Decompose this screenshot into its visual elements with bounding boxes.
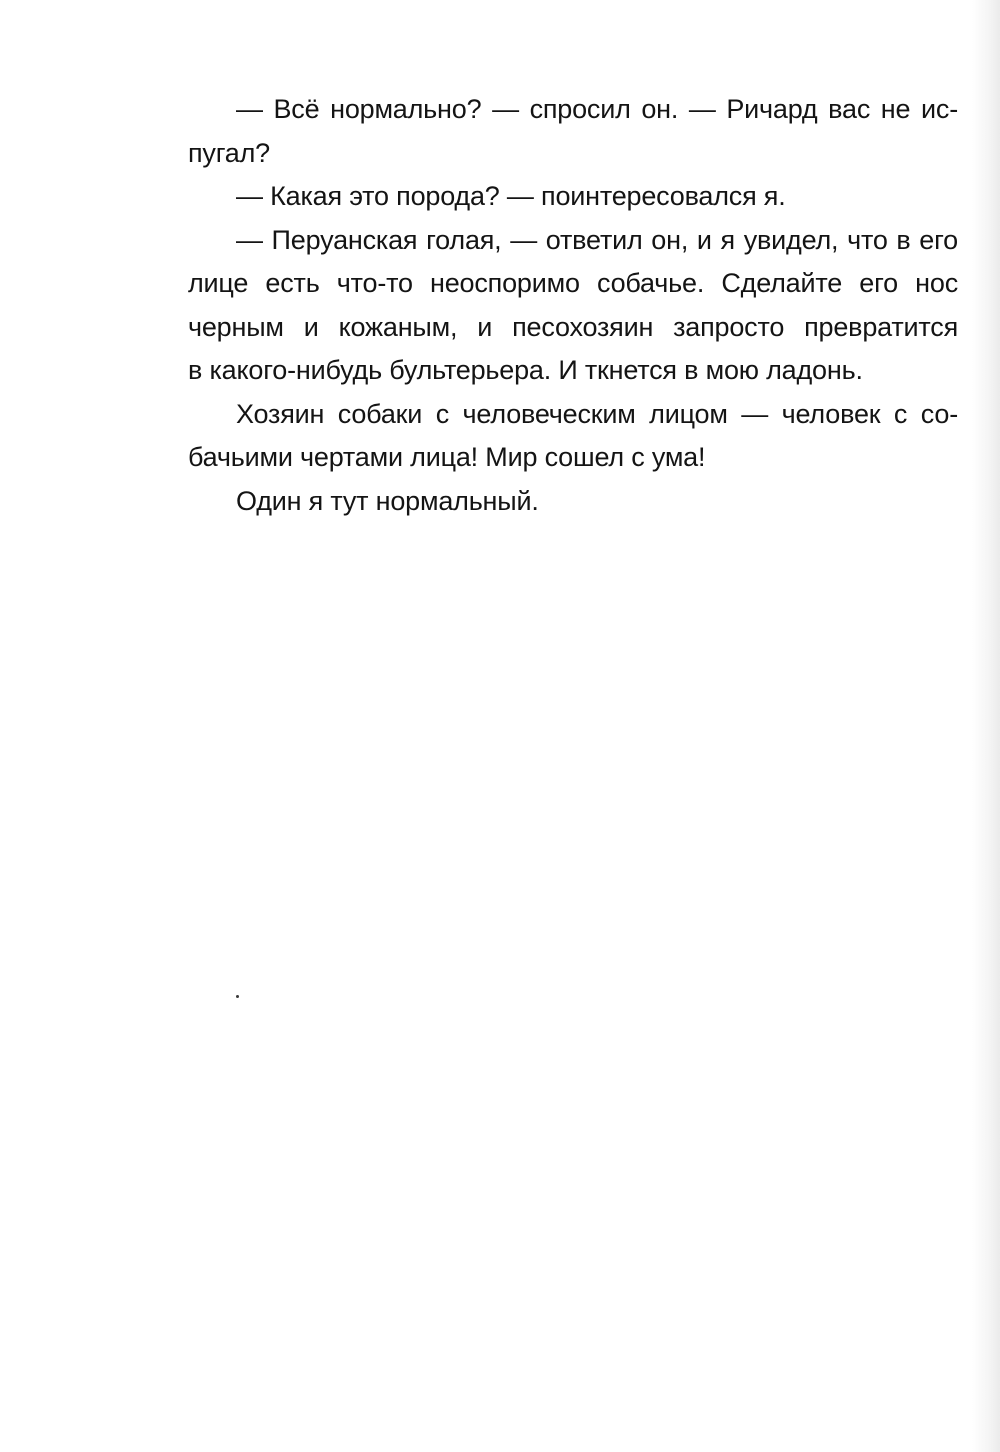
text-line: — Всё нормально? — спросил он. — Ричард вас не ис- bbox=[236, 94, 958, 124]
page-edge-shadow bbox=[972, 0, 1000, 1452]
text-line: черным и кожаным, и песохозяин запросто превратится bbox=[188, 311, 958, 342]
scan-speck bbox=[236, 995, 239, 998]
text-line: — Перуанская голая, — ответил он, и я увидел, что в его bbox=[236, 224, 958, 255]
text-line: лице есть что-то неоспоримо собачье. Сделайте его нос bbox=[188, 268, 958, 298]
text-line: в какого-нибудь бультерьера. И ткнется в мою ладонь. bbox=[188, 355, 863, 385]
text-line: бачьими чертами лица! Мир сошел с ума! bbox=[188, 442, 706, 472]
body-text bbox=[188, 88, 958, 523]
text-line: — Какая это порода? — поинтересовался я. bbox=[236, 181, 786, 211]
text-line: Один я тут нормальный. bbox=[236, 485, 539, 516]
text-line: Хозяин собаки с человеческим лицом — человек с со- bbox=[236, 398, 958, 429]
text-line: пугал? bbox=[188, 137, 270, 168]
